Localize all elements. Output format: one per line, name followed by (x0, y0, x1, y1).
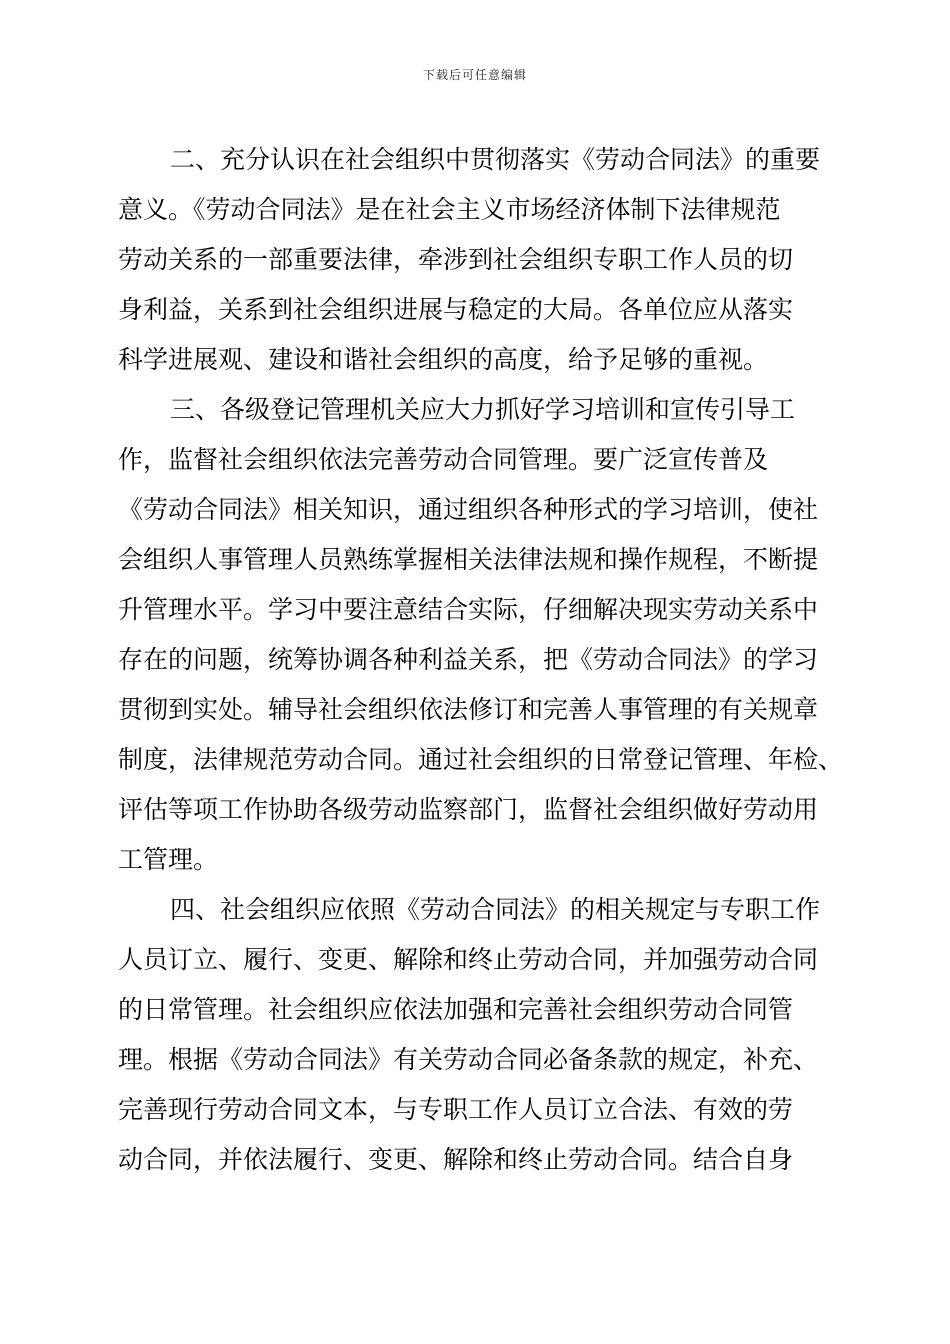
paragraph-3-line-2: 作，监督社会组织依法完善劳动合同管理。要广泛宣传普及 (118, 445, 769, 474)
paragraph-3-line-3: 《劳动合同法》相关知识，通过组织各种形式的学习培训，使社 (118, 495, 819, 524)
paragraph-4-line-6: 动合同，并依法履行、变更、解除和终止劳动合同。结合自身 (118, 1145, 794, 1174)
paragraph-3-line-8: 制度，法律规范劳动合同。通过社会组织的日常登记管理、年检、 (118, 745, 844, 774)
paragraph-3-line-6: 存在的问题，统筹协调各种利益关系，把《劳动合同法》的学习 (118, 645, 819, 674)
paragraph-2-line-5: 科学进展观、建设和谐社会组织的高度，给予足够的重视。 (118, 345, 769, 374)
paragraph-2-line-4: 身利益，关系到社会组织进展与稳定的大局。各单位应从落实 (118, 295, 794, 324)
paragraph-4-line-1: 四、社会组织应依照《劳动合同法》的相关规定与专职工作 (170, 895, 821, 924)
paragraph-4-line-4: 理。根据《劳动合同法》有关劳动合同必备条款的规定，补充、 (118, 1045, 819, 1074)
paragraph-3-line-10: 工管理。 (118, 845, 219, 874)
paragraph-2-line-3: 劳动关系的一部重要法律，牵涉到社会组织专职工作人员的切 (118, 245, 794, 274)
paragraph-3-line-5: 升管理水平。学习中要注意结合实际，仔细解决现实劳动关系中 (118, 595, 819, 624)
paragraph-2-line-1: 二、充分认识在社会组织中贯彻落实《劳动合同法》的重要 (170, 145, 821, 174)
header-note: 下载后可任意编辑 (422, 68, 527, 82)
paragraph-4-line-3: 的日常管理。社会组织应依法加强和完善社会组织劳动合同管 (118, 995, 794, 1024)
paragraph-3-line-4: 会组织人事管理人员熟练掌握相关法律法规和操作规程，不断提 (118, 545, 819, 574)
paragraph-4-line-5: 完善现行劳动合同文本，与专职工作人员订立合法、有效的劳 (118, 1095, 794, 1124)
paragraph-3-line-7: 贯彻到实处。辅导社会组织依法修订和完善人事管理的有关规章 (118, 695, 819, 724)
paragraph-3-line-1: 三、各级登记管理机关应大力抓好学习培训和宣传引导工 (170, 395, 796, 424)
paragraph-2-line-2: 意义。《劳动合同法》是在社会主义市场经济体制下法律规范 (118, 195, 781, 224)
paragraph-3-line-9: 评估等项工作协助各级劳动监察部门，监督社会组织做好劳动用 (118, 795, 819, 824)
paragraph-4-line-2: 人员订立、履行、变更、解除和终止劳动合同，并加强劳动合同 (118, 945, 819, 974)
